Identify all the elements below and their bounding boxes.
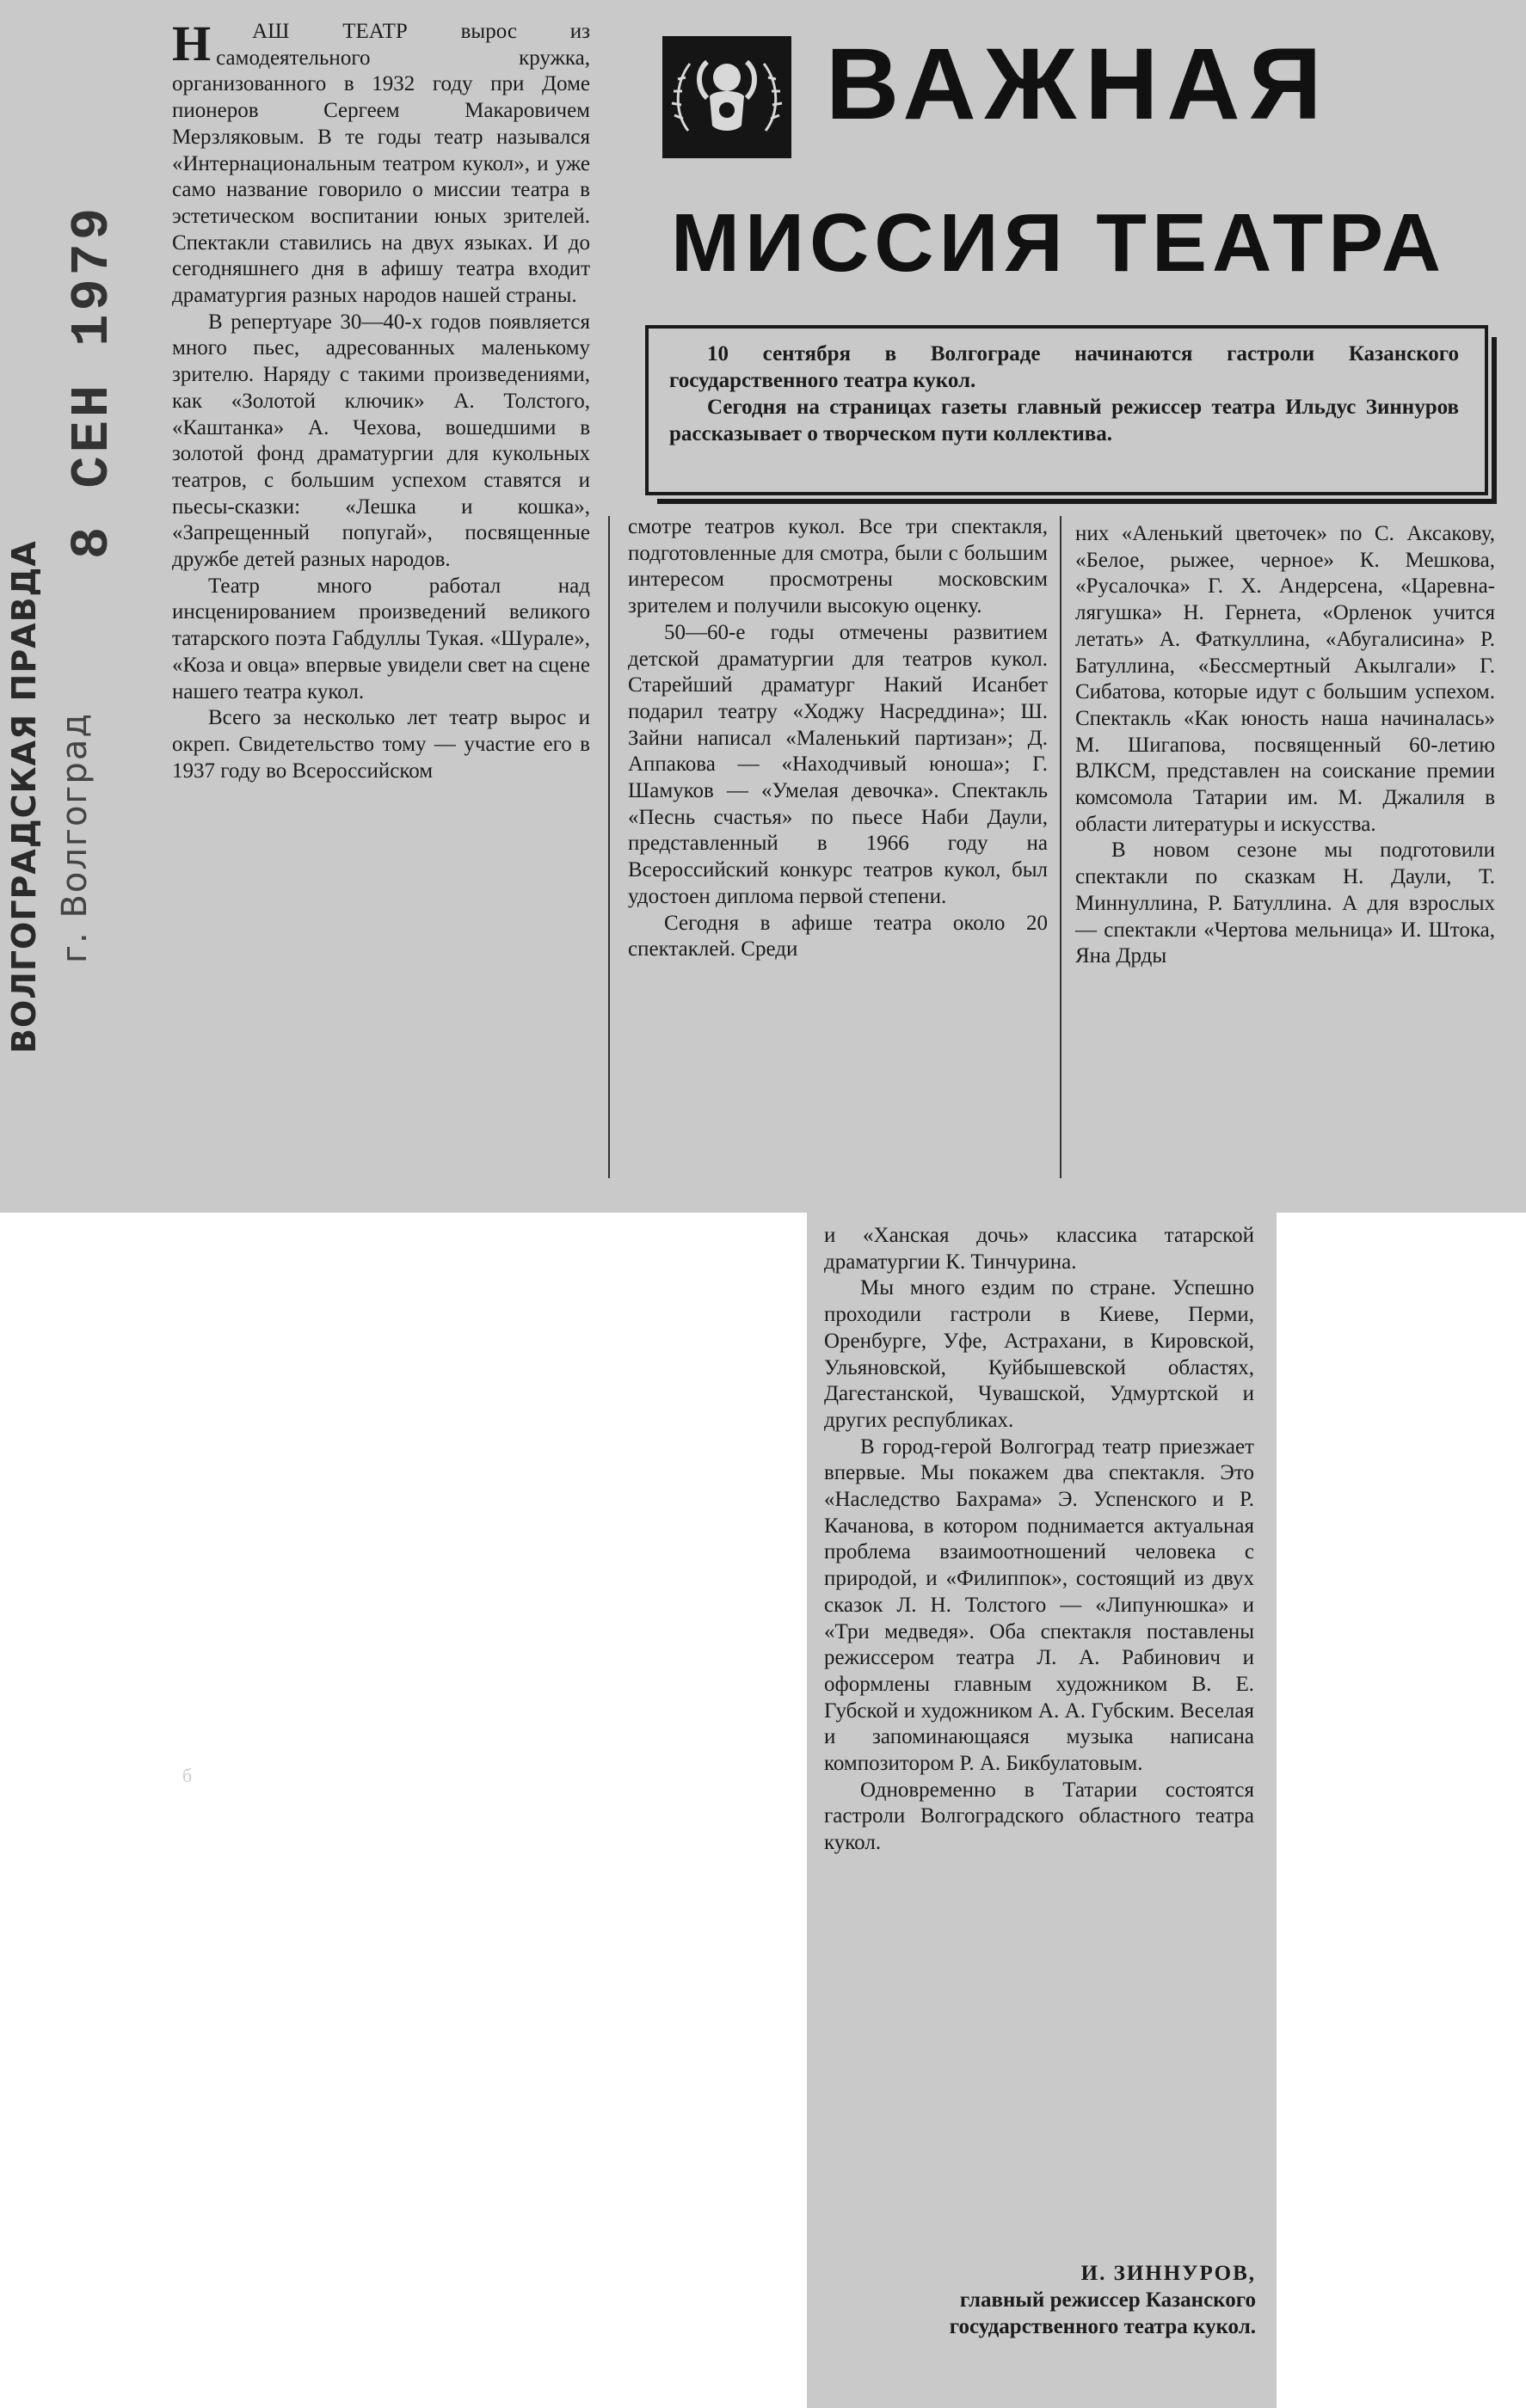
article-column-4 xyxy=(824,1223,1254,1857)
paragraph: 50—60-е годы отмечены развитием детской драматургии для театров кукол. Старейший драматург Накий Исанбет подарил театру «Ходжу Насреддина»; Ш. Зайни написал «Маленький партизан»; Д. Аппакова — «Находчивый юноша»; Г. Шамуков — «Умелая девочка». Спектакль «Песнь счастья» по пьесе Наби Даули, представленный в 1966 году на Всероссийский конкурс театров кукол, был удостоен диплома первой степени. xyxy=(628,620,1048,908)
paragraph: них «Аленький цветочек» по С. Аксакову, «Белое, рыжее, черное» К. Мешкова, «Русалочка» Г. Х. Андерсена, «Царевна-лягушка» Н. Гернета, «Орленок учится летать» А. Фаткуллина, «Абугалисина» Р. Батуллина, «Бессмертный Акылгали» Г. Сибатова, которые идут с большим успехом. Спектакль «Как юность наша начиналась» М. Шигапова, посвященный 60-летию ВЛКСМ, представлен на соискание премии комсомола Татарии им. М. Джалиля в области литературы и искусства. xyxy=(1075,522,1495,836)
author-name: И. ЗИННУРОВ, xyxy=(1080,2262,1256,2285)
headline-line-2: МИССИЯ ТЕАТРА xyxy=(671,197,1447,289)
city-stamp: г. Волгоград xyxy=(55,712,95,963)
lead-box xyxy=(645,325,1488,495)
author-signature xyxy=(912,2260,1256,2340)
emblem-icon xyxy=(662,36,791,158)
paragraph: Н АШ ТЕАТР вырос из самодеятельного кружка, организованного в 1932 году при Доме пионеров Сергеем Макаровичем Мерзляковым. В те годы театр назывался «Интернациональным театром кукол», и уже само название говорило о миссии театра в эстетическом воспитании юных зрителей. Спектакли ставились на двух языках. И до сегодняшнего дня в афишу театра входит драматургия разных народов нашей страны. xyxy=(172,19,590,310)
lead-paragraph: Сегодня на страницах газеты главный режиссер театра Ильдус Зиннуров рассказывает о творческом пути коллектива. xyxy=(669,396,1459,445)
date-stamp: 8 СЕН 1979 xyxy=(62,204,123,559)
paragraph: и «Ханская дочь» классика татарской драматургии К. Тинчурина. xyxy=(824,1224,1254,1274)
lead-paragraph: 10 сентября в Волгограде начинаются гастроли Казанского государственного театра кукол. xyxy=(669,342,1459,392)
year-of-the-child-emblem xyxy=(662,36,791,158)
lead-text xyxy=(669,341,1459,447)
article-column-1 xyxy=(172,15,590,784)
paragraph: В новом сезоне мы подготовили спектакли по сказкам Н. Даули, Т. Миннуллина, Р. Батуллина. А для взрослых — спектакли «Чертова мельница» И. Штока, Яна Дрды xyxy=(1075,838,1495,968)
paragraph: В город-герой Волгоград театр приезжает впервые. Мы покажем два спектакля. Это «Наследство Бахрама» Э. Успенского и Р. Качанова, в котором поднимается актуальная проблема взаимоотношений человека с природой, и «Филиппок», состоящий из двух сказок Л. Н. Толстого — «Липунюшка» и «Три медведя». Оба спектакля поставлены режиссером театра Л. А. Рабинович и оформлены главным художником В. Е. Губской и художником А. А. Губским. Веселая и запоминающаяся музыка написана композитором Р. А. Бикбулатовым. xyxy=(824,1434,1254,1776)
newspaper-stamp: ВОЛГОГРАДСКАЯ ПРАВДА xyxy=(5,540,43,1054)
article-column-3 xyxy=(1075,521,1495,970)
paragraph: смотре театров кукол. Все три спектакля, подготовленные для смотра, были с большим интересом просмотрены московским зрителем и получили высокую оценку. xyxy=(628,515,1048,618)
paragraph: Одновременно в Татарии состоятся гастроли Волгоградского областного театра кукол. xyxy=(824,1778,1254,1855)
paper-speck: б xyxy=(182,1765,193,1786)
column-rule xyxy=(608,516,610,1178)
paragraph: В репертуаре 30—40-х годов появляется много пьес, адресованных маленькому зрителю. Наряду с такими произведениями, как «Золотой ключик» А. Толстого, «Каштанка» А. Чехова, вошедшими в золотой фонд драматургии для кукольных театров, с большим успехом ставятся и пьесы-сказки: «Лешка и кошка», «Запрещенный попугай», посвященные дружбе детей разных народов. xyxy=(172,310,590,572)
column-rule xyxy=(1060,516,1061,1178)
article-column-2 xyxy=(628,514,1048,963)
paragraph: Театр много работал над инсценированием произведений великого татарского поэта Габдуллы Тукая. «Шурале», «Коза и овца» впервые увидели свет на сцене нашего театра кукол. xyxy=(172,574,590,703)
paragraph: Мы много ездим по стране. Успешно проходили гастроли в Киеве, Перми, Оренбурге, Уфе, Астрахани, в Кировской, Ульяновской, Куйбышевской областях, Дагестанской, Чувашской, Удмуртской и других республиках. xyxy=(824,1276,1254,1432)
drop-cap: Н xyxy=(172,15,212,71)
paragraph: Всего за несколько лет театр вырос и окреп. Свидетельство тому — участие его в 1937 году во Всероссийском xyxy=(172,706,590,783)
author-role: главный режиссер Казанского государственного театра кукол. xyxy=(949,2288,1256,2338)
paragraph: Сегодня в афише театра около 20 спектаклей. Среди xyxy=(628,911,1048,961)
headline-line-1: ВАЖНАЯ xyxy=(826,28,1331,141)
